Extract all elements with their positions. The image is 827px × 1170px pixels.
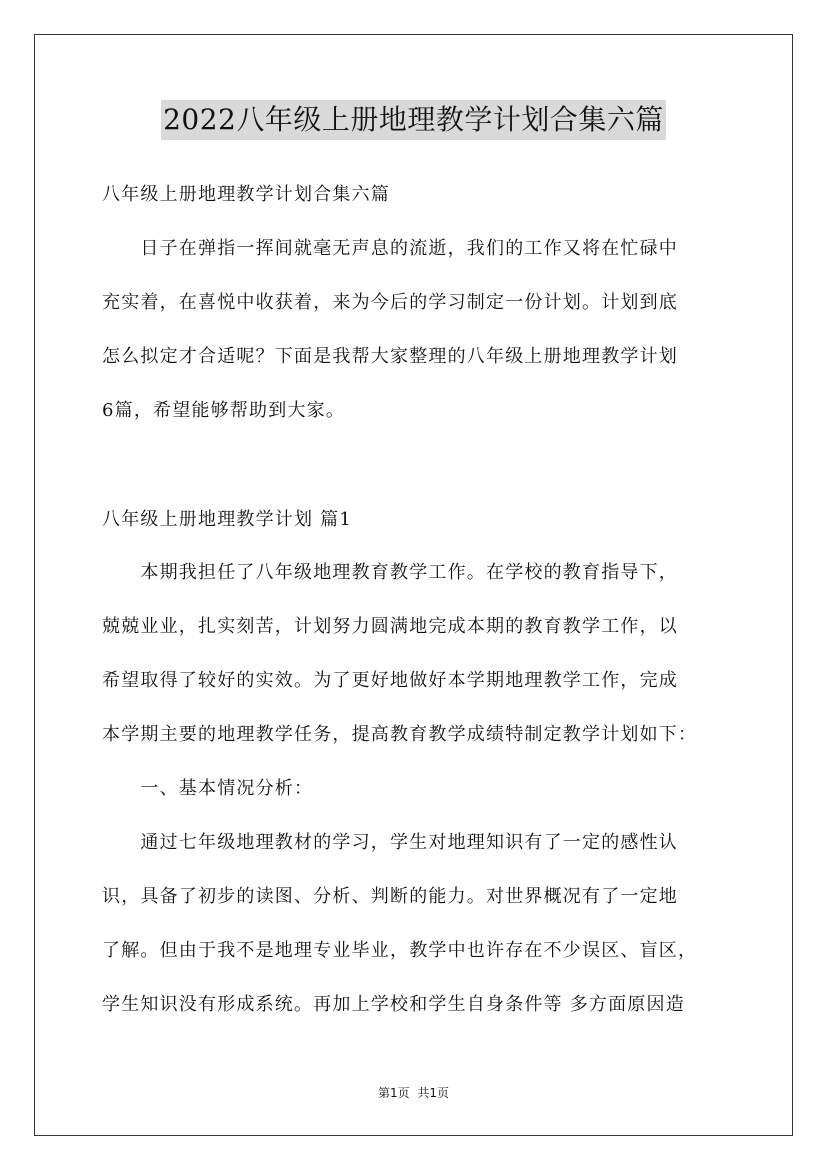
paragraph-line: 日子在弹指一挥间就毫无声息的流逝，我们的工作又将在忙碌中 [102,238,678,259]
document-title: 2022八年级上册地理教学计划合集六篇 [161,100,666,140]
page-total: 共1页 [417,1086,450,1100]
page-footer [0,1084,827,1101]
paragraph-line: 本期我担任了八年级地理教育教学工作。在学校的教育指导下， [102,562,678,583]
paragraph-line: 本学期主要的地理教学任务，提高教育教学成绩特制定教学计划如下： [102,724,698,745]
section-heading: 八年级上册地理教学计划 篇1 [102,509,352,530]
paragraph-line: 希望取得了较好的实效。为了更好地做好本学期地理教学工作，完成 [102,670,678,691]
subtitle-line: 八年级上册地理教学计划合集六篇 [102,184,390,205]
subheading-line: 一、基本情况分析： [102,778,314,799]
paragraph-line: 学生知识没有形成系统。再加上学校和学生自身条件等 多方面原因造 [102,994,685,1015]
paragraph-line: 通过七年级地理教材的学习，学生对地理知识有了一定的感性认 [102,832,678,853]
paragraph-line: 了解。但由于我不是地理专业毕业，教学中也许存在不少误区、盲区， [102,940,698,961]
paragraph-line: 怎么拟定才合适呢？下面是我帮大家整理的八年级上册地理教学计划 [102,346,678,367]
paragraph-line: 兢兢业业，扎实刻苦，计划努力圆满地完成本期的教育教学工作，以 [102,616,678,637]
page-number: 第1页 [377,1086,410,1100]
paragraph-line: 充实着，在喜悦中收获着，来为今后的学习制定一份计划。计划到底 [102,292,678,313]
paragraph-line: 6篇，希望能够帮助到大家。 [102,400,346,421]
paragraph-line: 识，具备了初步的读图、分析、判断的能力。对世界概况有了一定地 [102,886,678,907]
title-wrap [0,100,827,140]
